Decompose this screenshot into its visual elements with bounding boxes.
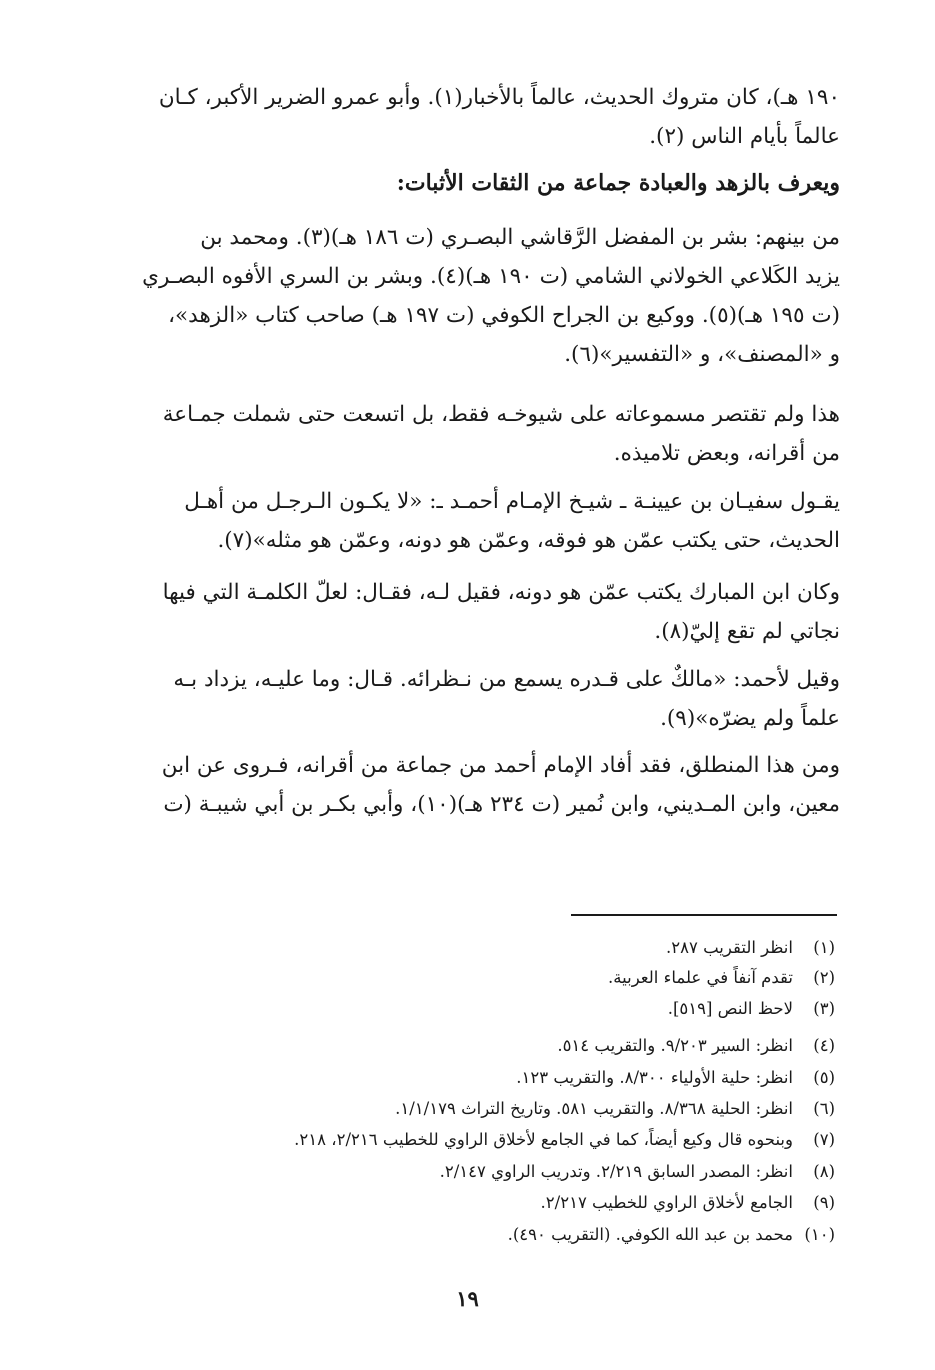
footnote-separator xyxy=(571,914,837,916)
paragraph xyxy=(82,746,840,824)
text-line: يقـول سفيـان بن عيينـة ـ شيـخ الإمـام أحمـد ـ: «لا يكـون الـرجـل من أهـل xyxy=(184,489,840,514)
footnote-text: لاحظ النص [٥١٩]. xyxy=(667,999,793,1018)
footnote-number: (٣) xyxy=(813,999,835,1018)
text-line: يزيد الكَلاعي الخولاني الشامي (ت ١٩٠ هـ)(٤). وبشر بن السري الأفوه البصـري xyxy=(142,264,840,289)
paragraph xyxy=(82,660,840,738)
text-line: معين، وابن المـديني، وابن نُمير (ت ٢٣٤ هـ)(١٠)، وأبي بكـر بن أبي شيبـة (ت xyxy=(163,792,840,817)
text-line: من أقرانه، وبعض تلاميذه. xyxy=(613,441,840,466)
paragraph xyxy=(82,482,840,560)
text-line: ومن هذا المنطلق، فقد أفاد الإمام أحمد من جماعة من أقرانه، فـروى عن ابن xyxy=(161,753,840,778)
footnote xyxy=(508,1220,835,1250)
footnote-text: محمد بن عبد الله الكوفي. (التقريب ٤٩٠). xyxy=(507,1225,793,1244)
footnote-text: انظر التقريب ٢٨٧. xyxy=(666,938,793,957)
text-line: وكان ابن المبارك يكتب عمّن هو دونه، فقيل لـه، فقـال: لعلّ الكلمـة التي فيها xyxy=(162,580,840,605)
text-line: (ت ١٩٥ هـ)(٥). ووكيع بن الجراح الكوفي (ت ١٩٧ هـ) صاحب كتاب «الزهد»، xyxy=(168,303,840,328)
footnote-text: تقدم آنفاً في علماء العربية. xyxy=(608,968,793,987)
paragraph xyxy=(82,395,840,473)
paragraph xyxy=(82,573,840,651)
footnote-number: (٥) xyxy=(813,1068,835,1087)
text-line: الحديث، حتى يكتب عمّن هو فوقه، وعمّن هو دونه، وعمّن هو مثله»(٧). xyxy=(217,528,840,553)
footnote xyxy=(395,1094,835,1124)
footnote-number: (٩) xyxy=(813,1193,835,1212)
footnote xyxy=(666,933,835,963)
footnote xyxy=(608,963,835,993)
text-line: من بينهم: بشر بن المفضل الرَّقاشي البصـري (ت ١٨٦ هـ)(٣). ومحمد بن xyxy=(200,225,840,250)
text-line: هذا ولم تقتصر مسموعاته على شيوخـه فقط، بل اتسعت حتى شملت جمـاعة xyxy=(162,402,840,427)
footnote xyxy=(516,1063,835,1093)
footnote-text: انظر: حلية الأولياء ٨/٣٠٠. والتقريب ١٢٣. xyxy=(516,1068,793,1087)
paragraph xyxy=(97,78,840,156)
footnote-number: (٦) xyxy=(813,1099,835,1118)
footnote-number: (١) xyxy=(813,938,835,957)
text-line: علماً ولم يضرّه»(٩). xyxy=(660,706,840,731)
text-line: نجاتي لم تقع إليّ(٨). xyxy=(654,619,840,644)
footnote xyxy=(294,1125,835,1155)
footnote-number: (٤) xyxy=(813,1036,835,1055)
page-number: ١٩ xyxy=(456,1286,479,1311)
footnote-text: الجامع لأخلاق الراوي للخطيب ٢/٢١٧. xyxy=(540,1193,793,1212)
footnote-number: (٨) xyxy=(813,1162,835,1181)
footnote-text: انظر: المصدر السابق ٢/٢١٩. وتدريب الراوي ٢/١٤٧. xyxy=(439,1162,793,1181)
footnote-number: (٧) xyxy=(813,1130,835,1149)
text-line: وقيل لأحمد: «مالكٌ على قـدره يسمع من نـظرائه. قـال: وما عليـه، يزداد بـه xyxy=(173,667,840,692)
footnote xyxy=(557,1031,835,1061)
footnote xyxy=(440,1157,835,1187)
text-line: و «المصنف»، و «التفسير»(٦). xyxy=(564,342,840,367)
paragraph xyxy=(97,218,840,374)
footnote-text: انظر: الحلية ٨/٣٦٨. والتقريب ٥٨١. وتاريخ التراث ١/١/١٧٩. xyxy=(395,1099,793,1118)
text-line: عالماً بأيام الناس (٢). xyxy=(649,124,840,149)
heading-text: ويعرف بالزهد والعبادة جماعة من الثقات الأثبات: xyxy=(396,170,840,196)
footnote-number: (٢) xyxy=(813,968,835,987)
footnote xyxy=(668,994,835,1024)
footnote-text: انظر: السير ٩/٢٠٣. والتقريب ٥١٤. xyxy=(557,1036,793,1055)
footnote-number: (١٠) xyxy=(804,1225,835,1244)
text-line: ١٩٠ هـ)، كان متروك الحديث، عالماً بالأخبار(١). وأبو عمرو الضرير الأكبر، كـان xyxy=(158,85,840,110)
footnote xyxy=(541,1188,835,1218)
footnote-text: وبنحوه قال وكيع أيضاً، كما في الجامع لأخلاق الراوي للخطيب ٢/٢١٦، ٢١٨. xyxy=(294,1130,793,1149)
section-heading xyxy=(97,165,840,201)
